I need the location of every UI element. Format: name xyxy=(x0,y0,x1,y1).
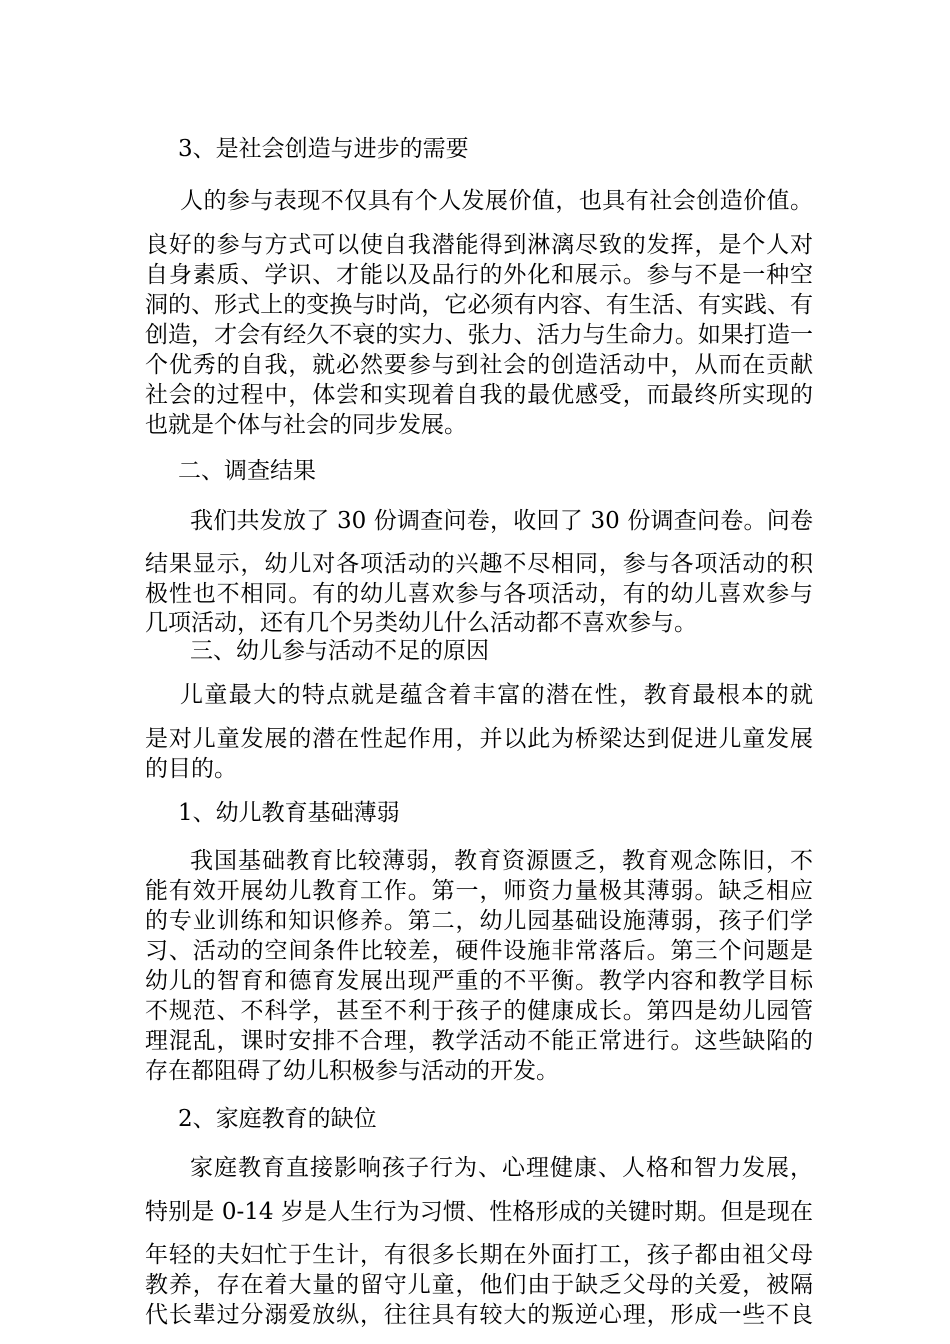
paragraph-line: 的目的。 xyxy=(145,756,237,782)
paragraph-line: 社会的过程中，体尝和实现着自我的最优感受，而最终所实现的 xyxy=(145,382,813,408)
paragraph-line: 几项活动，还有几个另类幼儿什么活动都不喜欢参与。 xyxy=(145,610,697,636)
paragraph-line: 能有效开展幼儿教育工作。第一，师资力量极其薄弱。缺乏相应 xyxy=(145,878,813,904)
paragraph-line: 幼儿的智育和德育发展出现严重的不平衡。教学内容和教学目标 xyxy=(145,968,813,994)
paragraph-line: 良好的参与方式可以使自我潜能得到淋漓尽致的发挥，是个人对 xyxy=(145,232,813,258)
paragraph-line: 儿童最大的特点就是蕴含着丰富的潜在性，教育最根本的就 xyxy=(180,682,813,708)
paragraph-line: 存在都阻碍了幼儿积极参与活动的开发。 xyxy=(145,1058,559,1084)
paragraph-line: 创造，才会有经久不衰的实力、张力、活力与生命力。如果打造一 xyxy=(145,322,813,348)
paragraph-line: 自身素质、学识、才能以及品行的外化和展示。参与不是一种空 xyxy=(145,262,813,288)
subsection-heading-1: 1、幼儿教育基础薄弱 xyxy=(178,800,400,826)
paragraph-line: 特别是 0-14 岁是人生行为习惯、性格形成的关键时期。但是现在 xyxy=(145,1199,813,1225)
paragraph-line: 是对儿童发展的潜在性起作用，并以此为桥梁达到促进儿童发展 xyxy=(145,726,813,752)
paragraph-line: 理混乱，课时安排不合理，教学活动不能正常进行。这些缺陷的 xyxy=(145,1028,813,1054)
paragraph-line: 也就是个体与社会的同步发展。 xyxy=(145,412,467,438)
paragraph-line: 个优秀的自我，就必然要参与到社会的创造活动中，从而在贡献 xyxy=(145,352,813,378)
section-heading-2: 二、调查结果 xyxy=(178,458,316,484)
paragraph-line: 代长辈过分溺爱放纵，往往具有较大的叛逆心理，形成一些不良 xyxy=(145,1302,813,1328)
paragraph-line: 年轻的夫妇忙于生计，有很多长期在外面打工，孩子都由祖父母 xyxy=(145,1242,813,1268)
paragraph-line: 不规范、不科学，甚至不利于孩子的健康成长。第四是幼儿园管 xyxy=(145,998,813,1024)
paragraph-line: 洞的、形式上的变换与时尚，它必须有内容、有生活、有实践、有 xyxy=(145,292,813,318)
paragraph-line: 的专业训练和知识修养。第二，幼儿园基础设施薄弱，孩子们学 xyxy=(145,908,813,934)
paragraph-line: 我国基础教育比较薄弱，教育资源匮乏，教育观念陈旧，不 xyxy=(190,848,813,874)
section-heading-3-reasons: 三、幼儿参与活动不足的原因 xyxy=(190,638,489,664)
paragraph-line: 结果显示，幼儿对各项活动的兴趣不尽相同，参与各项活动的积 xyxy=(145,551,813,577)
paragraph-line: 极性也不相同。有的幼儿喜欢参与各项活动，有的幼儿喜欢参与 xyxy=(145,581,813,607)
section-heading-3: 3、是社会创造与进步的需要 xyxy=(178,136,469,162)
paragraph-line: 习、活动的空间条件比较差，硬件设施非常落后。第三个问题是 xyxy=(145,938,813,964)
paragraph-line: 教养，存在着大量的留守儿童，他们由于缺乏父母的关爱，被隔 xyxy=(145,1272,813,1298)
paragraph-line: 我们共发放了 30 份调查问卷，收回了 30 份调查问卷。问卷 xyxy=(190,508,813,534)
paragraph-line: 人的参与表现不仅具有个人发展价值，也具有社会创造价值。 xyxy=(180,188,813,214)
subsection-heading-2: 2、家庭教育的缺位 xyxy=(178,1106,377,1132)
paragraph-line: 家庭教育直接影响孩子行为、心理健康、人格和智力发展， xyxy=(190,1155,813,1181)
